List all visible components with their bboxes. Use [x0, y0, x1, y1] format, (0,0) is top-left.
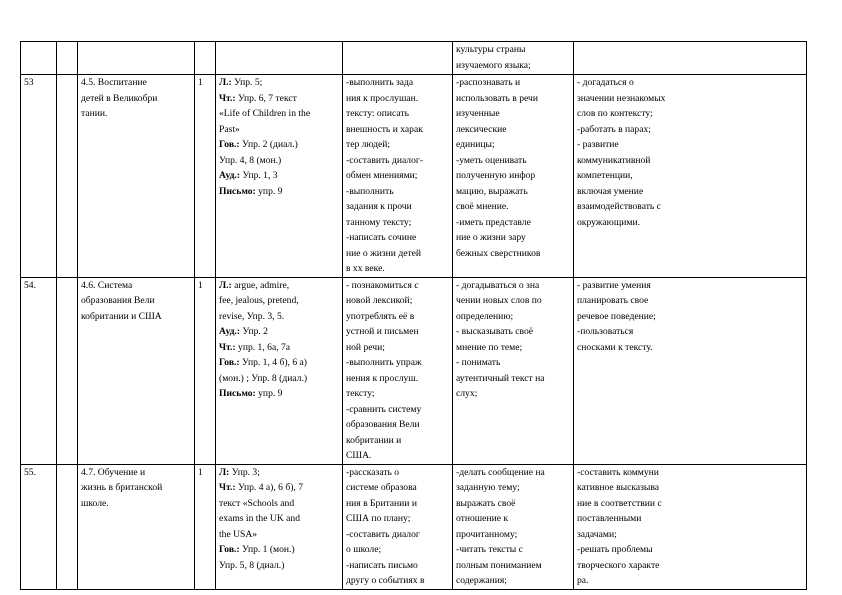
competence-cell-line: взаимодействовать с — [577, 201, 661, 212]
activity-text: Упр. 4 а), 6 б), 7 — [235, 482, 304, 493]
skills-cell-line: задания к прочи — [346, 201, 412, 212]
table-row — [21, 75, 807, 278]
skills-cell-line: другу о событиях в — [346, 575, 425, 586]
lesson-topic-cell-line: образования Вели — [81, 295, 155, 306]
activity-text: the USA» — [219, 528, 258, 540]
competence-cell — [574, 42, 807, 75]
knowledge-cell-line: лексические — [456, 123, 507, 135]
knowledge-cell-line: -уметь оценивать — [456, 154, 527, 166]
material-line — [219, 480, 339, 496]
activity-text: Упр. 1, 4 б), 6 а) — [239, 357, 307, 368]
material-line — [219, 75, 339, 91]
material-line — [219, 278, 339, 294]
activity-label: Л.: — [219, 77, 232, 88]
material-cell — [216, 277, 343, 464]
activity-text: упр. 1, 6а, 7а — [235, 341, 291, 353]
material-line — [219, 137, 339, 153]
competence-cell-line: -работать в парах; — [577, 123, 651, 135]
hours-cell — [195, 42, 216, 75]
knowledge-cell — [453, 75, 574, 278]
empty-cell — [57, 464, 78, 589]
activity-label: Письмо: — [219, 388, 256, 399]
knowledge-cell-line: -иметь представле — [456, 216, 531, 228]
activity-label: Ауд.: — [219, 326, 241, 337]
material-line — [219, 122, 339, 138]
activity-text: Упр. 5; — [231, 77, 263, 88]
knowledge-cell-line: - высказывать своё — [456, 326, 533, 337]
skills-cell-line: -составить диалог- — [346, 154, 424, 166]
knowledge-cell-line: чении новых слов по — [456, 295, 542, 306]
competence-cell-line: -пользоваться — [577, 326, 634, 337]
skills-cell-line: США. — [346, 450, 372, 461]
material-line — [219, 355, 339, 371]
material-line — [219, 106, 339, 122]
competence-cell — [574, 464, 807, 589]
skills-cell-line: внешность и харак — [346, 123, 423, 135]
skills-cell-line: в хх веке. — [346, 263, 385, 274]
competence-cell-line: речевое поведение; — [577, 310, 656, 322]
knowledge-cell-line: ние о жизни зару — [456, 232, 526, 243]
hours-cell — [195, 277, 216, 464]
skills-cell-line: -написать сочине — [346, 232, 417, 243]
activity-text: Past» — [219, 123, 240, 135]
material-line — [219, 153, 339, 169]
activity-text: упр. 9 — [255, 185, 283, 197]
knowledge-cell-line: -распознавать и — [456, 77, 521, 88]
competence-cell-line: ра. — [577, 575, 589, 586]
hours-value: 1 — [198, 279, 203, 291]
skills-cell-line: - познакомиться с — [346, 279, 419, 291]
hours-value: 1 — [198, 77, 203, 88]
knowledge-cell-line: прочитанному; — [456, 528, 518, 540]
activity-label: Гов.: — [219, 357, 240, 368]
activity-label: Чт.: — [219, 92, 236, 104]
material-line — [219, 542, 339, 558]
activity-label: Гов.: — [219, 139, 240, 150]
competence-cell-line: поставленными — [577, 513, 642, 524]
skills-cell — [343, 42, 453, 75]
skills-cell-line: кобритании и — [346, 434, 402, 446]
lesson-topic-cell-line: тании. — [81, 108, 108, 119]
lesson-number: 53 — [24, 77, 34, 88]
skills-cell-line: -выполнить зада — [346, 77, 414, 88]
skills-cell-line: нения к прослуш. — [346, 372, 419, 384]
table-row — [21, 464, 807, 589]
lesson-topic-cell-line: школе. — [81, 497, 109, 509]
material-cell — [216, 75, 343, 278]
lesson-number-cell — [21, 464, 57, 589]
skills-cell — [343, 277, 453, 464]
lesson-topic-cell — [78, 42, 195, 75]
knowledge-cell-line: заданную тему; — [456, 482, 520, 493]
activity-text: fee, jealous, pretend, — [219, 295, 299, 306]
skills-cell-line: танному тексту; — [346, 216, 412, 228]
knowledge-cell — [453, 42, 574, 75]
knowledge-cell-line: изучаемого языка; — [456, 59, 531, 71]
knowledge-cell-line: использовать в речи — [456, 92, 538, 104]
competence-cell — [574, 277, 807, 464]
hours-value: 1 — [198, 466, 203, 478]
activity-label: Чт.: — [219, 482, 236, 493]
knowledge-cell-line: своё мнение. — [456, 201, 509, 212]
thematic-plan-table — [20, 41, 807, 590]
activity-text: Упр. 3; — [229, 466, 260, 478]
competence-cell-line: задачами; — [577, 528, 617, 540]
knowledge-cell-line: бежных сверстников — [456, 247, 541, 259]
competence-cell-line: коммуникативной — [577, 154, 651, 166]
activity-text: Упр. 5, 8 (диал.) — [219, 559, 285, 571]
skills-cell-line: -составить диалог — [346, 528, 420, 540]
skills-cell-line: тексту: описать — [346, 108, 409, 119]
competence-cell-line: слов по контексту; — [577, 108, 653, 119]
competence-cell-line: творческого характе — [577, 559, 660, 571]
activity-label: Письмо: — [219, 185, 256, 197]
activity-text: «Life of Children in the — [219, 108, 311, 119]
knowledge-cell-line: изученные — [456, 108, 500, 119]
lesson-topic-cell — [78, 75, 195, 278]
lesson-topic-cell-line: детей в Великобри — [81, 92, 158, 104]
material-line — [219, 309, 339, 325]
skills-cell-line: ние о жизни детей — [346, 247, 422, 259]
skills-cell-line: о школе; — [346, 544, 382, 555]
knowledge-cell-line: -читать тексты с — [456, 544, 523, 555]
skills-cell-line: -рассказать о — [346, 466, 400, 478]
lesson-number-cell — [21, 75, 57, 278]
competence-cell-line: включая умение — [577, 185, 644, 197]
knowledge-cell-line: -делать сообщение на — [456, 466, 545, 478]
lesson-topic-cell-line: 4.6. Система — [81, 279, 133, 291]
table-row — [21, 42, 807, 75]
activity-label: Л.: — [219, 279, 232, 291]
material-cell — [216, 42, 343, 75]
knowledge-cell-line: мнение по теме; — [456, 341, 523, 353]
skills-cell-line: новой лексикой; — [346, 295, 413, 306]
skills-cell-line: обмен мнениями; — [346, 170, 418, 181]
knowledge-cell-line: определению; — [456, 310, 514, 322]
activity-text: Упр. 2 (диал.) — [239, 139, 298, 150]
material-line — [219, 511, 339, 527]
lesson-number-cell — [21, 42, 57, 75]
material-line — [219, 184, 339, 200]
lesson-topic-cell — [78, 277, 195, 464]
material-line — [219, 293, 339, 309]
lesson-number: 55. — [24, 466, 36, 478]
activity-label: Ауд.: — [219, 170, 241, 181]
skills-cell-line: употреблять её в — [346, 310, 415, 322]
knowledge-cell — [453, 277, 574, 464]
knowledge-cell-line: единицы; — [456, 139, 495, 150]
activity-label: Гов.: — [219, 544, 240, 555]
competence-cell-line: - догадаться о — [577, 77, 634, 88]
knowledge-cell — [453, 464, 574, 589]
material-line — [219, 527, 339, 543]
knowledge-cell-line: аутентичный текст на — [456, 372, 545, 384]
activity-text: Упр. 6, 7 текст — [235, 92, 297, 104]
competence-cell — [574, 75, 807, 278]
skills-cell-line: тер людей; — [346, 139, 391, 150]
lesson-topic-cell-line: жизнь в британской — [81, 482, 163, 493]
competence-cell-line: сносками к тексту. — [577, 341, 653, 353]
knowledge-cell-line: полученную инфор — [456, 170, 536, 181]
competence-cell-line: - развитие умения — [577, 279, 651, 291]
lesson-number: 54. — [24, 279, 36, 291]
skills-cell-line: тексту; — [346, 388, 375, 399]
skills-cell-line: США по плану; — [346, 513, 411, 524]
knowledge-cell-line: мацию, выражать — [456, 185, 528, 197]
material-line — [219, 91, 339, 107]
knowledge-cell-line: полным пониманием — [456, 559, 542, 571]
competence-cell-line: -составить коммуни — [577, 466, 659, 478]
skills-cell-line: ния в Британии и — [346, 497, 417, 509]
competence-cell-line: окружающими. — [577, 216, 640, 228]
table-row — [21, 277, 807, 464]
knowledge-cell-line: культуры страны — [456, 44, 526, 55]
material-line — [219, 465, 339, 481]
activity-text: exams in the UK and — [219, 513, 300, 524]
material-line — [219, 558, 339, 574]
knowledge-cell-line: содержания; — [456, 575, 507, 586]
material-line — [219, 496, 339, 512]
skills-cell-line: -выполнить — [346, 185, 394, 197]
table-body — [21, 42, 807, 590]
knowledge-cell-line: - догадываться о зна — [456, 279, 540, 291]
skills-cell-line: ния к прослушан. — [346, 92, 419, 104]
activity-label: Л: — [219, 466, 230, 478]
activity-text: Упр. 1, 3 — [240, 170, 278, 181]
hours-cell — [195, 464, 216, 589]
skills-cell — [343, 75, 453, 278]
material-line — [219, 340, 339, 356]
competence-cell-line: -решать проблемы — [577, 544, 653, 555]
material-line — [219, 324, 339, 340]
material-line — [219, 386, 339, 402]
activity-label: Чт.: — [219, 341, 236, 353]
knowledge-cell-line: отношение к — [456, 513, 509, 524]
material-line — [219, 371, 339, 387]
competence-cell-line: значении незнакомых — [577, 92, 666, 104]
activity-text: Упр. 2 — [240, 326, 268, 337]
lesson-topic-cell-line: 4.5. Воспитание — [81, 77, 147, 88]
activity-text: упр. 9 — [255, 388, 283, 399]
activity-text: текст «Schools and — [219, 497, 295, 509]
competence-cell-line: - развитие — [577, 139, 619, 150]
skills-cell-line: системе образова — [346, 482, 417, 493]
activity-text: (мон.) ; Упр. 8 (диал.) — [219, 372, 308, 384]
activity-text: argue, admire, — [231, 279, 290, 291]
competence-cell-line: ние в соответствии с — [577, 497, 662, 509]
skills-cell-line: -написать письмо — [346, 559, 418, 571]
competence-cell-line: кативное высказыва — [577, 482, 659, 493]
lesson-number-cell — [21, 277, 57, 464]
activity-text: Упр. 1 (мон.) — [239, 544, 295, 555]
activity-text: revise, Упр. 3, 5. — [219, 310, 285, 322]
skills-cell-line: устной и письмен — [346, 326, 419, 337]
skills-cell-line: образования Вели — [346, 419, 420, 430]
competence-cell-line: планировать свое — [577, 295, 649, 306]
skills-cell — [343, 464, 453, 589]
skills-cell-line: -выполнить упраж — [346, 357, 422, 368]
lesson-topic-cell — [78, 464, 195, 589]
activity-text: Упр. 4, 8 (мон.) — [219, 154, 282, 166]
lesson-topic-cell-line: кобритании и США — [81, 310, 162, 322]
skills-cell-line: -сравнить систему — [346, 403, 422, 415]
knowledge-cell-line: слух; — [456, 388, 478, 399]
empty-cell — [57, 75, 78, 278]
material-cell — [216, 464, 343, 589]
material-line — [219, 168, 339, 184]
knowledge-cell-line: выражать своё — [456, 497, 516, 509]
hours-cell — [195, 75, 216, 278]
skills-cell-line: ной речи; — [346, 341, 385, 353]
empty-cell — [57, 42, 78, 75]
competence-cell-line: компетенции, — [577, 170, 633, 181]
knowledge-cell-line: - понимать — [456, 357, 501, 368]
lesson-topic-cell-line: 4.7. Обучение и — [81, 466, 146, 478]
empty-cell — [57, 277, 78, 464]
